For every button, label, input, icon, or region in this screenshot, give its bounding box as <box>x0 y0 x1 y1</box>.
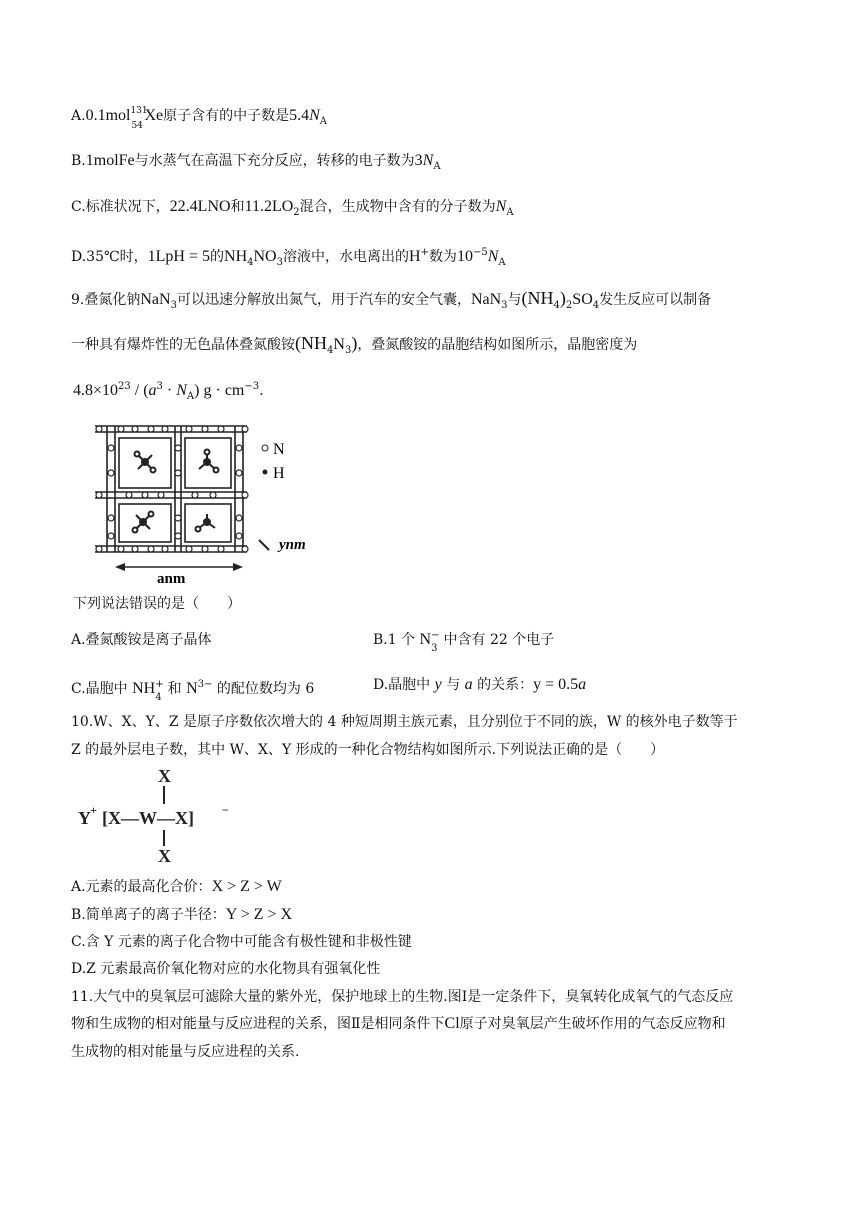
option-label: C.标准状况下， <box>71 199 170 215</box>
variable-a: a <box>148 382 157 399</box>
math: ) g · cm <box>194 382 245 399</box>
math: (NH <box>295 333 327 353</box>
superscript: + <box>155 679 164 690</box>
subscript: A <box>433 161 441 172</box>
q9-question: 下列说法错误的是（ ） <box>73 596 241 612</box>
text: ，叠氮酸铵的晶胞结构如图所示，晶胞密度为 <box>357 337 638 353</box>
text: 和 <box>230 199 245 215</box>
text: 可以迅速分解放出氮气，用于汽车的安全气囊， <box>176 292 471 308</box>
q10-option-a <box>71 877 282 897</box>
text: B.简单离子的离子半径： <box>71 907 226 923</box>
text: D.晶胞中 <box>373 677 435 693</box>
q9-line-1 <box>71 288 711 316</box>
math: / ( <box>130 382 149 399</box>
q10-option-d: D.Z 元素最高价氧化物对应的水化物具有强氧化性 <box>71 961 381 977</box>
arrow-head-left <box>115 563 125 571</box>
avogadro-n: N <box>422 152 434 169</box>
text: 和 <box>163 681 187 697</box>
text: 与水蒸气在高温下充分反应，转移的电子数为 <box>134 153 415 169</box>
legend-n: N <box>273 441 285 458</box>
math: Cl <box>444 1015 460 1032</box>
variable-y: y <box>434 676 442 693</box>
math: 22.4LNO <box>169 198 231 215</box>
math: (NH <box>521 288 554 308</box>
superscript: 3− <box>197 679 213 690</box>
text: 数为 <box>428 249 457 265</box>
subscript: A <box>506 207 514 218</box>
math: ) <box>559 288 566 308</box>
structure-top-x: X <box>158 766 171 786</box>
math: H <box>408 248 421 265</box>
subscript: A <box>186 391 195 402</box>
atomic-number: 54 <box>131 121 143 131</box>
option-label: D.35℃时， <box>71 249 148 265</box>
avogadro-n: N <box>487 248 499 265</box>
subscript: 3 <box>344 345 352 356</box>
subscript: 4 <box>247 257 254 268</box>
text: 物和生成物的相对能量与反应进程的关系，图Ⅱ是相同条件下 <box>71 1016 445 1032</box>
math: 1LpH = 5 <box>147 248 211 265</box>
math: y = 0.5 <box>533 676 579 693</box>
q10-option-b <box>71 905 292 925</box>
text: 与 <box>507 292 522 308</box>
math: ) <box>351 333 358 353</box>
q9-option-b <box>373 630 555 654</box>
q11-line-1: 11.大气中的臭氧层可滤除大量的紫外光，保护地球上的生物.图Ⅰ是一定条件下，臭氧转化成氧气的气态反应 <box>71 989 734 1005</box>
q9-option-c <box>71 675 315 703</box>
option-label: B. <box>71 153 86 169</box>
superscript: − <box>431 630 440 641</box>
text: 一种具有爆炸性的无色晶体叠氮酸铵 <box>71 337 295 353</box>
q9-option-a: A.叠氮酸铵是离子晶体 <box>71 632 212 648</box>
q9-line-2 <box>71 333 637 361</box>
math: · <box>162 382 177 399</box>
math: X > Z > W <box>211 878 282 895</box>
math: NaN <box>470 291 502 308</box>
structure-minus: − <box>222 803 229 817</box>
subscript: A <box>498 257 506 268</box>
subscript: 4 <box>553 300 560 311</box>
text: 的配位数均为 6 <box>212 681 315 697</box>
q8-option-b <box>71 151 441 177</box>
math: NaN <box>140 291 171 308</box>
superscript: + <box>420 247 429 258</box>
q8-option-d <box>71 243 506 273</box>
a-dimension-label: anm <box>157 571 186 586</box>
math: NO <box>253 248 277 265</box>
q10-option-c: C.含 Y 元素的离子化合物中可能含有极性键和非极性键 <box>71 934 412 950</box>
math: 3 <box>414 152 423 169</box>
math: 5.4 <box>289 107 310 124</box>
superscript: 23 <box>118 381 131 392</box>
structure-anion: [X—W—X] <box>102 808 194 828</box>
text: 混合，生成物中含有的分子数为 <box>299 199 496 215</box>
q8-option-a <box>71 106 327 132</box>
subscript: 3 <box>431 643 438 654</box>
subscript: 4 <box>327 345 334 356</box>
text: C.晶胞中 <box>71 681 133 697</box>
subscript: A <box>319 116 328 127</box>
structure-bottom-x: X <box>158 846 171 866</box>
q11-line-3: 生成物的相对能量与反应进程的关系. <box>71 1044 300 1060</box>
lattice-lines <box>95 426 247 552</box>
sub-sup <box>155 679 164 703</box>
math: N <box>186 680 198 697</box>
q8-option-c <box>71 197 514 223</box>
subscript: 2 <box>293 207 300 218</box>
superscript: −5 <box>472 247 488 258</box>
text: B.1 个 <box>373 632 420 648</box>
legend-h: H <box>273 465 285 482</box>
math: N <box>419 631 432 648</box>
avogadro-n: N <box>495 198 507 215</box>
text: A.元素的最高化合价： <box>71 879 212 895</box>
q10-line-1: 10.W、X、Y、Z 是原子序数依次增大的 4 种短周期主族元素，且分别位于不同的族，W 的核外电子数等于 <box>71 714 738 730</box>
sub-sup <box>431 630 440 654</box>
text: 中含有 22 个电子 <box>439 632 555 648</box>
math: SO <box>572 291 593 308</box>
text: 的关系： <box>472 677 534 693</box>
structure-cation-y: Y <box>78 808 91 828</box>
q9-line-3-density <box>73 377 264 407</box>
q10-line-2: Z 的最外层电子数，其中 W、X、Y 形成的一种化合物结构如图所示.下列说法正确的是（ ） <box>71 742 665 758</box>
subscript: 2 <box>565 300 573 311</box>
subscript: 4 <box>155 692 162 703</box>
compound-structure <box>74 766 244 866</box>
q11-line-2 <box>71 1014 726 1034</box>
math: N <box>333 336 345 353</box>
text: 原子含有的中子数是 <box>163 108 290 124</box>
subscript: 4 <box>592 300 600 311</box>
subscript: 3 <box>170 300 177 311</box>
avogadro-n: N <box>309 107 320 124</box>
arrow-head-right <box>233 563 243 571</box>
element: Xe <box>144 107 164 124</box>
avogadro-n: N <box>176 382 187 399</box>
text: . <box>259 383 264 399</box>
option-label: A. <box>71 108 86 124</box>
math: NH <box>132 680 156 697</box>
subscript: 3 <box>501 300 508 311</box>
math: 4.8×10 <box>73 382 119 399</box>
text: 与 <box>441 677 465 693</box>
text: 9.叠氮化钠 <box>71 292 141 308</box>
math: 0.1mol <box>85 107 131 124</box>
y-dimension-label: ynm <box>279 537 306 553</box>
math: 10 <box>456 248 473 265</box>
variable-a: a <box>578 676 587 693</box>
math: NH <box>224 248 248 265</box>
mass-number: 131 <box>130 106 148 116</box>
text: 原子对臭氧层产生破坏作用的气态反应物和 <box>459 1016 726 1032</box>
crystal-cell-figure <box>85 418 330 586</box>
q9-option-d <box>373 675 586 695</box>
text: 溶液中，水电离出的 <box>282 249 409 265</box>
superscript: −3 <box>244 381 260 392</box>
math: 1molFe <box>85 152 135 169</box>
math: Y > Z > X <box>225 906 293 923</box>
subscript: 3 <box>276 257 283 268</box>
isotope-numbers <box>130 106 148 131</box>
n-legend-marker <box>262 445 268 451</box>
math: 11.2LO <box>244 198 294 215</box>
y-arrow <box>259 540 269 550</box>
h-legend-marker <box>263 470 268 475</box>
superscript: 3 <box>156 381 163 392</box>
structure-plus: + <box>90 803 97 817</box>
text: 的 <box>210 249 225 265</box>
variable-a: a <box>464 676 473 693</box>
text: 发生反应可以制备 <box>599 292 712 308</box>
